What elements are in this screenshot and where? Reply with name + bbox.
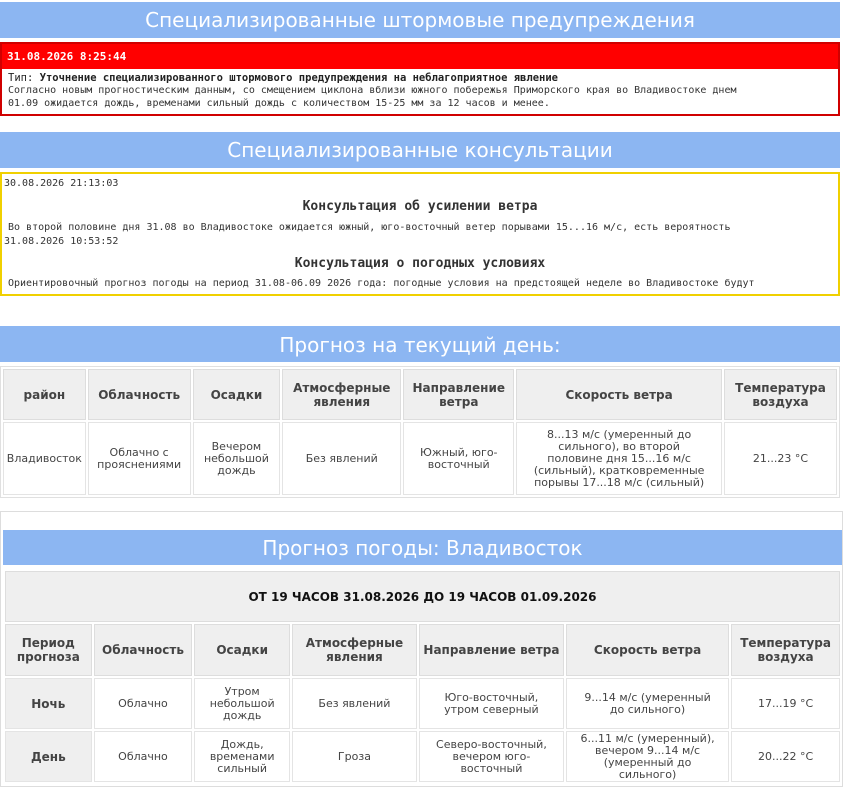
today-forecast-table [0,366,840,498]
period-cell: День [5,731,92,782]
storm-warning-text-line2: 01.09 ожидается дождь, временами сильный дождь с количеством 15-25 мм за 12 часов и менее. [8,98,550,109]
temperature-cell: 20...22 °C [731,731,840,782]
storm-warning-panel [0,42,840,116]
table-row [5,678,840,729]
column-header: Атмосферные явления [292,624,417,676]
table-row [5,731,840,782]
table-header-row [3,369,837,420]
precipitation-cell: Дождь, временами сильный [194,731,290,782]
district-cell: Владивосток [3,422,86,495]
wind-direction-cell: Юго-восточный, утром северный [419,678,564,729]
column-header: Скорость ветра [566,624,729,676]
wind-speed-cell: 6...11 м/с (умеренный), вечером 9...14 м/с (умеренный до сильного) [566,731,729,782]
column-header: Температура воздуха [731,624,840,676]
consultation-datetime: 31.08.2026 10:53:52 [4,236,119,247]
column-header: Атмосферные явления [282,369,401,420]
weather-forecast-banner: Прогноз погоды: Владивосток [3,530,842,565]
wind-direction-cell: Южный, юго-восточный [403,422,514,495]
storm-warning-datetime: 31.08.2026 8:25:44 [2,44,838,69]
phenomena-cell: Без явлений [282,422,401,495]
storm-warning-type [2,69,838,84]
column-header: Осадки [194,624,290,676]
cloudiness-cell: Облачно с прояснениями [88,422,191,495]
consultation-title: Консультация об усилении ветра [302,199,538,214]
weather-forecast-table [3,569,842,784]
forecast-period-title: ОТ 19 ЧАСОВ 31.08.2026 ДО 19 ЧАСОВ 01.09.2026 [5,571,840,622]
column-header: Скорость ветра [516,369,722,420]
storm-warning-text-line1: Согласно новым прогностическим данным, со смещением циклона вблизи южного побережья Приморского края во Владивостоке днем [8,85,737,96]
table-header-row [5,624,840,676]
column-header: Облачность [88,369,191,420]
column-header: Температура воздуха [724,369,837,420]
storm-warnings-banner: Специализированные штормовые предупреждения [0,2,840,38]
period-title-row [5,571,840,622]
consultations-banner: Специализированные консультации [0,132,840,168]
period-cell: Ночь [5,678,92,729]
column-header: район [3,369,86,420]
precipitation-cell: Вечером небольшой дождь [193,422,281,495]
storm-warning-type-value: Уточнение специализированного штормового предупреждения на неблагоприятное явление [39,72,558,84]
wind-direction-cell: Северо-восточный, вечером юго-восточный [419,731,564,782]
phenomena-cell: Гроза [292,731,417,782]
phenomena-cell: Без явлений [292,678,417,729]
wind-speed-cell: 8...13 м/с (умеренный до сильного), во второй половине дня 15...16 м/с (сильный), кратковременные порывы 17...18 м/с (сильный) [516,422,722,495]
cloudiness-cell: Облачно [94,678,193,729]
temperature-cell: 17...19 °C [731,678,840,729]
column-header: Направление ветра [419,624,564,676]
column-header: Направление ветра [403,369,514,420]
consultation-text: Ориентировочный прогноз погоды на период 31.08-06.09 2026 года: погодные условия на предстоящей неделе во Владивостоке будут [8,278,755,289]
storm-warning-type-label: Тип: [8,72,34,84]
consultation-text: Во второй половине дня 31.08 во Владивостоке ожидается южный, юго-восточный ветер порывами 15...16 м/с, есть вероятность [8,222,731,233]
table-row [3,422,837,495]
precipitation-cell: Утром небольшой дождь [194,678,290,729]
column-header: Период прогноза [5,624,92,676]
cloudiness-cell: Облачно [94,731,193,782]
temperature-cell: 21...23 °C [724,422,837,495]
weather-forecast-panel [0,511,843,787]
consultations-panel [0,172,840,296]
consultation-datetime: 30.08.2026 21:13:03 [4,178,119,189]
wind-speed-cell: 9...14 м/с (умеренный до сильного) [566,678,729,729]
column-header: Осадки [193,369,281,420]
today-forecast-banner: Прогноз на текущий день: [0,326,840,362]
column-header: Облачность [94,624,193,676]
consultation-title: Консультация о погодных условиях [294,256,546,271]
